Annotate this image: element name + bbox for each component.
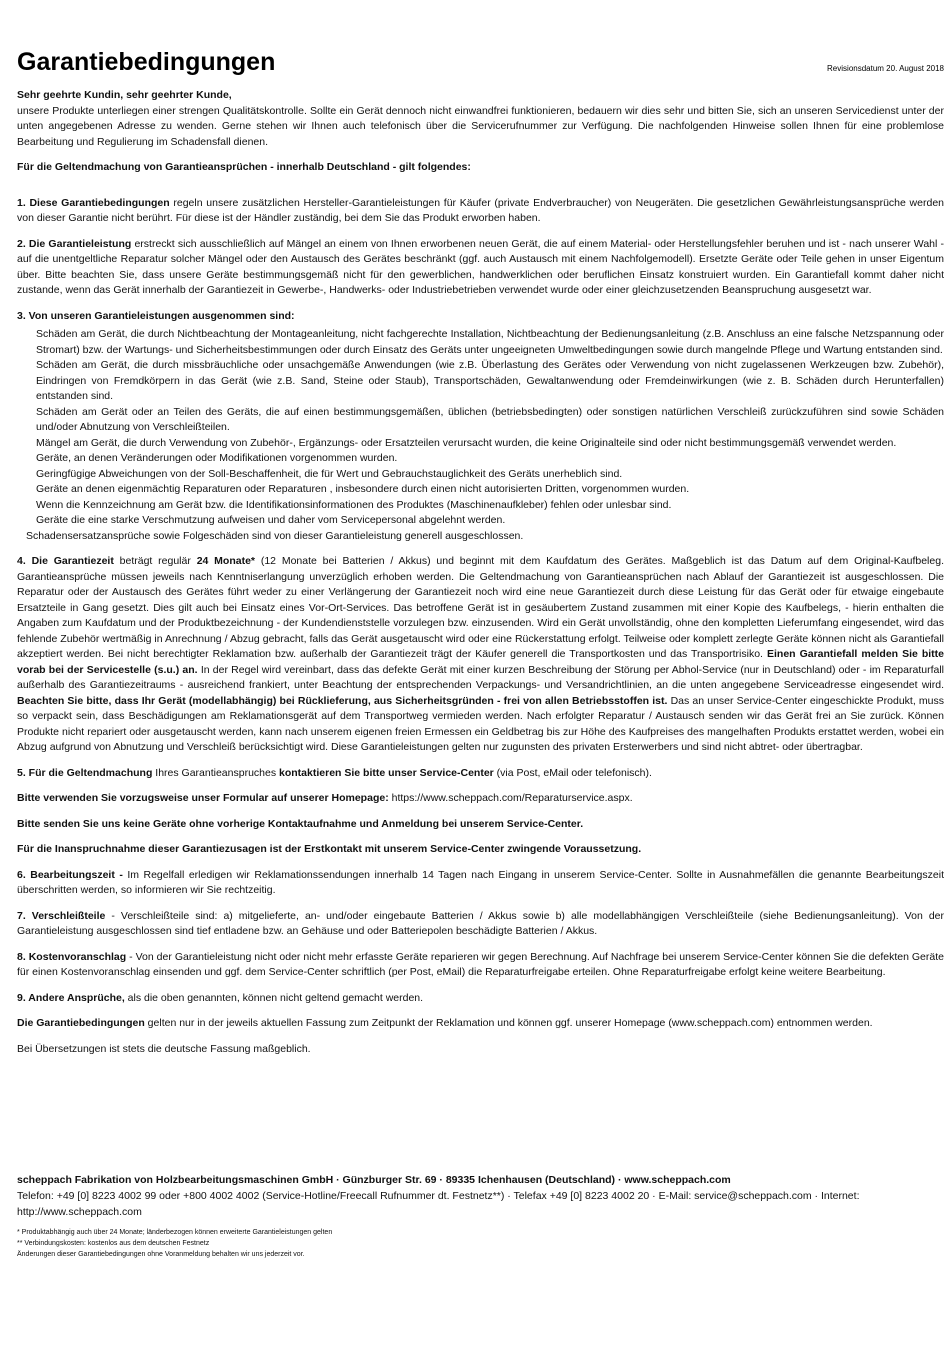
section-1-text: regeln unsere zusätzlichen Hersteller-Garantieleistungen für Käufer (private Endverbraucher) von Neugeräten. Die gesetzlichen Gewährleistungsansprüche werden von dieser Garantie nicht berührt. Für diese ist der Händler zuständig, bei dem Sie das Produkt erworben haben. [17, 196, 944, 224]
section-7-lead: 7. Verschleißteile [17, 909, 106, 922]
section-2 [17, 237, 944, 299]
section-8-text: - Von der Garantieleistung nicht oder nicht mehr erfasste Geräte reparieren wir gegen Berechnung. Auf Nachfrage bei unserem Service-Center können Sie die defekten Geräte für einen Kostenvoranschlag einsenden und ggf. dem Service-Center schriftlich (per Post, eMail) die Reparaturfreigabe erteilen. Ohne Reparaturfreigabe erfolgt keine weitere Bearbeitung. [17, 950, 944, 978]
section-8 [17, 950, 944, 981]
list-item: Schäden am Gerät, die durch Nichtbeachtung der Montageanleitung, nicht fachgerechte Installation, Nichtbeachtung der Bedienungsanleitung (z.B. Anschluss an eine falsche Netzspannung oder Stromart) bzw. der Wartungs- und Sicherheitsbestimmungen oder durch Einsatz des Geräts unter ungeeigneten Umweltbedingungen sowie durch mangelnde Pflege und Wartung entstanden sind. [36, 328, 944, 356]
contact-line: Telefon: +49 [0] 8223 4002 99 oder +800 4002 4002 (Service-Hotline/Freecall Rufnummer dt. Festnetz**) · Telefax +49 [0] 8223 4002 20 · E-Mail: service@scheppach.com · Internet: http://www.scheppach.com [17, 1190, 860, 1218]
exclusions-list [17, 327, 944, 544]
section-4-lead: 4. Die Garantiezeit [17, 555, 114, 567]
section-4-text: beträgt regulär [113, 555, 197, 567]
section-3-heading-text: 3. Von unseren Garantieleistungen ausgenommen sind: [17, 309, 295, 322]
footnote: * Produktabhängig auch über 24 Monate; länderbezogen können erweiterte Garantieleistungen gelten [17, 1229, 333, 1236]
intro-text: unsere Produkte unterliegen einer strengen Qualitätskontrolle. Sollte ein Gerät dennoch nicht einwandfrei funktionieren, bedauern wir dies sehr und bitten Sie, sich an unseren Servicedienst unter der unten angegebenen Adresse zu wenden. Gerne stehen wir Ihnen auch telefonisch über die Servicerufnummer zur Verfügung. Die nachfolgenden Hinweise sollen Ihnen für eine problemlose Bearbeitung und Regulierung im Schadensfall dienen. [17, 104, 944, 148]
company-footer [17, 1172, 944, 1220]
warranty-document [17, 48, 944, 1067]
revision-date: Revisionsdatum 20. August 2018 [827, 64, 944, 73]
section-3-heading [17, 309, 944, 325]
section-2-text: erstreckt sich ausschließlich auf Mängel an einem von Ihnen erworbenen neuen Gerät, die auf einem Material- oder Herstellungsfehler beruhen und ist - nach unserer Wahl - auf die unentgeltliche Reparatur solcher Mängel oder den Austausch des Gerätes beschränkt (ggf. auch Austausch mit einem Nachfolgemodell). Ersetzte Geräte oder Teile gehen in unser Eigentum über. Bitte beachten Sie, dass unsere Geräte bestimmungsgemäß nicht für den gewerblichen, handwerklichen oder beruflichen Einsatz konstruiert wurden. Ein Garantiefall kommt daher nicht zustande, wenn das Gerät innerhalb der Garantiezeit in Gewerbe-, Handwerks- oder Industriebetrieben verwendet wurde oder einer gleichzusetzenden Beanspruchung ausgesetzt war. [17, 237, 944, 296]
section-5 [17, 766, 944, 782]
list-item: Geräte, an denen Veränderungen oder Modifikationen vorgenommen wurden. [36, 452, 398, 464]
germany-heading-text: Für die Geltendmachung von Garantieansprüchen - innerhalb Deutschland - gilt folgendes: [17, 161, 471, 173]
section-9-lead: 9. Andere Ansprüche, [17, 991, 125, 1004]
form-note-lead: Bitte verwenden Sie vorzugsweise unser Formular auf unserer Homepage: [17, 792, 389, 804]
section-7 [17, 909, 944, 940]
section-9-text: als die oben genannten, können nicht geltend gemacht werden. [124, 991, 424, 1004]
intro-paragraph [17, 88, 944, 150]
section-5-lead: 5. Für die Geltendmachung [17, 766, 153, 779]
section-4-text: In der Regel wird vereinbart, dass das defekte Gerät mit einer kurzen Beschreibung der Störung per Abhol-Service (nur in Deutschland) oder - im Reparaturfall außerhalb des Garantiezeitraums - ausreichend frankiert, unter Beachtung der entsprechenden Verpackungs- und Versandrichtlinien, an die unten angegebene Serviceadresse eingesendet wird. [17, 663, 945, 691]
list-item: Mängel am Gerät, die durch Verwendung von Zubehör-, Ergänzungs- oder Ersatzteilen verursacht wurden, die keine Originalteile sind oder nicht bestimmungsgemäß verwendet werden. [36, 436, 897, 449]
list-item: Schadensersatzansprüche sowie Folgeschäden sind von dieser Garantieleistung generell ausgeschlossen. [26, 529, 524, 542]
list-item: Geringfügige Abweichungen von der Soll-Beschaffenheit, die für Wert und Gebrauchstauglichkeit des Geräts unerheblich sind. [36, 467, 623, 480]
list-item: Schäden am Gerät oder an Teilen des Geräts, die auf einen bestimmungsgemäßen, üblichen (betriebsbedingten) oder sonstigen natürlichen Verschleiß zurückzuführen sind sowie Schäden und/oder Abnutzung von Verschleißteilen. [36, 405, 944, 433]
no-devices-note [17, 817, 944, 833]
section-4-bold: Einen Garantiefall melden Sie bitte vorab bei der Servicestelle (s.u.) an. [17, 648, 944, 676]
section-4-bold: 24 Monate* [196, 555, 256, 567]
list-item: Schäden am Gerät, die durch missbräuchliche oder unsachgemäße Anwendungen (wie z.B. Überlastung des Gerätes oder Verwendung von nicht zugelassenen Werkzeugen bzw. Zubehör), Eindringen von Fremdkörpern in das Gerät (wie z.B. Sand, Steine oder Staub), Transportschäden, Gewaltanwendung oder Fremdeinwirkungen (wie z. B. Schäden durch Herunterfallen) entstanden sind. [36, 359, 944, 402]
closing-text: gelten nur in der jeweils aktuellen Fassung zum Zeitpunkt der Reklamation und können ggf. unserer Homepage (www.scheppach.com) entnommen werden. [144, 1017, 873, 1029]
translation-note: Bei Übersetzungen ist stets die deutsche Fassung maßgeblich. [17, 1042, 311, 1055]
section-4-bold: Beachten Sie bitte, dass Ihr Gerät (modellabhängig) bei Rücklieferung, aus Sicherheitsgründen - frei von allen Betriebsstoffen ist. [17, 694, 668, 707]
section-2-lead: 2. Die Garantieleistung [17, 237, 132, 250]
section-4-text: Das an unser Service-Center eingeschickte Produkt, muss so verpackt sein, dass Beschädigungen am Reklamationsgerät auf dem Transportweg vermieden werden. Nach erfolgter Reparatur / Austausch senden wir das Gerät frei an Sie zurück. Können Produkte nicht repariert oder ausgetauscht werden, kann nach unserem eigenen freien Ermessen ein Geldbetrag bis zur Höhe des Kaufpreises des mangelhaften Produkts erstattet werden, wobei ein Abzug aufgrund von Abnutzung und Verschleiß berücksichtigt wird. Diese Garantieleistungen gelten nur zugunsten des privaten Ersterwerbers und sind nicht abtret- oder übertragbar. [17, 694, 944, 753]
section-5-text: (via Post, eMail oder telefonisch). [493, 766, 652, 779]
list-item: Wenn die Kennzeichnung am Gerät bzw. die Identifikationsinformationen des Produktes (Maschinenaufkleber) fehlen oder unlesbar sind. [36, 498, 672, 511]
section-6-text: Im Regelfall erledigen wir Reklamationssendungen innerhalb 14 Tagen nach Eingang in unserem Service-Center. Sollte in Ausnahmefällen die genannte Bearbeitungszeit überschritten werden, so informieren wir Sie rechtzeitig. [17, 868, 944, 896]
section-6 [17, 868, 944, 899]
section-6-lead: 6. Bearbeitungszeit - [17, 868, 123, 881]
document-header [17, 48, 944, 88]
section-5-text: Ihres Garantieanspruches [152, 766, 280, 779]
footnote: Änderungen dieser Garantiebedingungen ohne Voranmeldung behalten wir uns jederzeit vor. [17, 1251, 305, 1258]
form-url: https://www.scheppach.com/Reparaturservice.aspx. [388, 792, 633, 804]
document-body [17, 88, 944, 1057]
company-line: scheppach Fabrikation von Holzbearbeitungsmaschinen GmbH · Günzburger Str. 69 · 89335 Ichenhausen (Deutschland) · www.scheppach.com [17, 1174, 731, 1186]
section-4 [17, 554, 944, 756]
salutation: Sehr geehrte Kundin, sehr geehrter Kunde, [17, 89, 232, 101]
first-contact-note [17, 842, 944, 858]
section-5-bold: kontaktieren Sie bitte unser Service-Center [279, 766, 494, 779]
footnote: ** Verbindungskosten: kostenlos aus dem deutschen Festnetz [17, 1240, 210, 1247]
section-9 [17, 991, 944, 1007]
closing-paragraph [17, 1016, 944, 1032]
section-4-text: (12 Monate bei Batterien / Akkus) und beginnt mit dem Kaufdatum des Gerätes. Maßgeblich ist das Datum auf dem Original-Kaufbeleg. Garantieansprüche müssen jeweils nach Kenntniserlangung unverzüglich erhoben werden. Die Geltendmachung von Garantieansprüchen nach Ablauf der Garantiezeit ist ausgeschlossen. Die Reparatur oder der Austausch des Gerätes führt weder zu einer Verlängerung der Garantiezeit noch wird eine neue Garantiezeit durch diese Leistung für das Gerät oder für etwaige eingebaute Ersatzteile in Gang gesetzt. Dies gilt auch bei Einsatz eines Vor-Ort-Services. Das betroffene Gerät ist in gesäubertem Zustand zusammen mit einer Kopie des Kaufbelegs, - hierin enthalten die Angaben zum Kaufdatum und der Produktbezeichnung - der Kundendienststelle vorzulegen bzw. einzusenden. Wird ein Gerät unvollständig, ohne den kompletten Lieferumfang eingesendet, wird das fehlende Zubehör wertmäßig in Anrechnung / Abzug gebracht, falls das Gerät ausgetauscht wird oder eine Rückerstattung erfolgt. Teilweise oder komplett zerlegte Geräte können nicht als Garantiefall akzeptiert werden. Bei nicht berechtigter Reklamation bzw. außerhalb der Garantiezeit trägt der Käufer generell die Transportkosten und das Transportrisiko. [17, 555, 944, 660]
first-contact-text: Für die Inanspruchnahme dieser Garantiezusagen ist der Erstkontakt mit unserem Service-Center zwingende Voraussetzung. [17, 843, 642, 855]
section-1-lead: 1. Diese Garantiebedingungen [17, 196, 170, 209]
section-1 [17, 196, 944, 227]
closing-lead: Die Garantiebedingungen [17, 1017, 145, 1029]
list-item: Geräte die eine starke Verschmutzung aufweisen und daher vom Servicepersonal abgelehnt werden. [36, 514, 506, 526]
germany-heading [17, 160, 944, 176]
list-item: Geräte an denen eigenmächtig Reparaturen oder Reparaturen , insbesondere durch einen nicht autorisierten Dritten, vorgenommen wurden. [36, 483, 690, 495]
form-note [17, 791, 944, 807]
section-7-text: - Verschleißteile sind: a) mitgelieferte, an- und/oder eingebaute Batterien / Akkus sowie b) alle modellabhängigen Verschleißteile (siehe Bedienungsanleitung). Von der Garantieleistung ausgeschlossen sind tief entladene bzw. an Gehäuse und oder Batteriepolen beschädigte Batterien / Akkus. [17, 909, 944, 937]
page-title: Garantiebedingungen [17, 48, 276, 76]
section-8-lead: 8. Kostenvoranschlag [17, 950, 127, 963]
footnotes [17, 1227, 944, 1260]
no-devices-text: Bitte senden Sie uns keine Geräte ohne vorherige Kontaktaufnahme und Anmeldung bei unserem Service-Center. [17, 817, 584, 830]
